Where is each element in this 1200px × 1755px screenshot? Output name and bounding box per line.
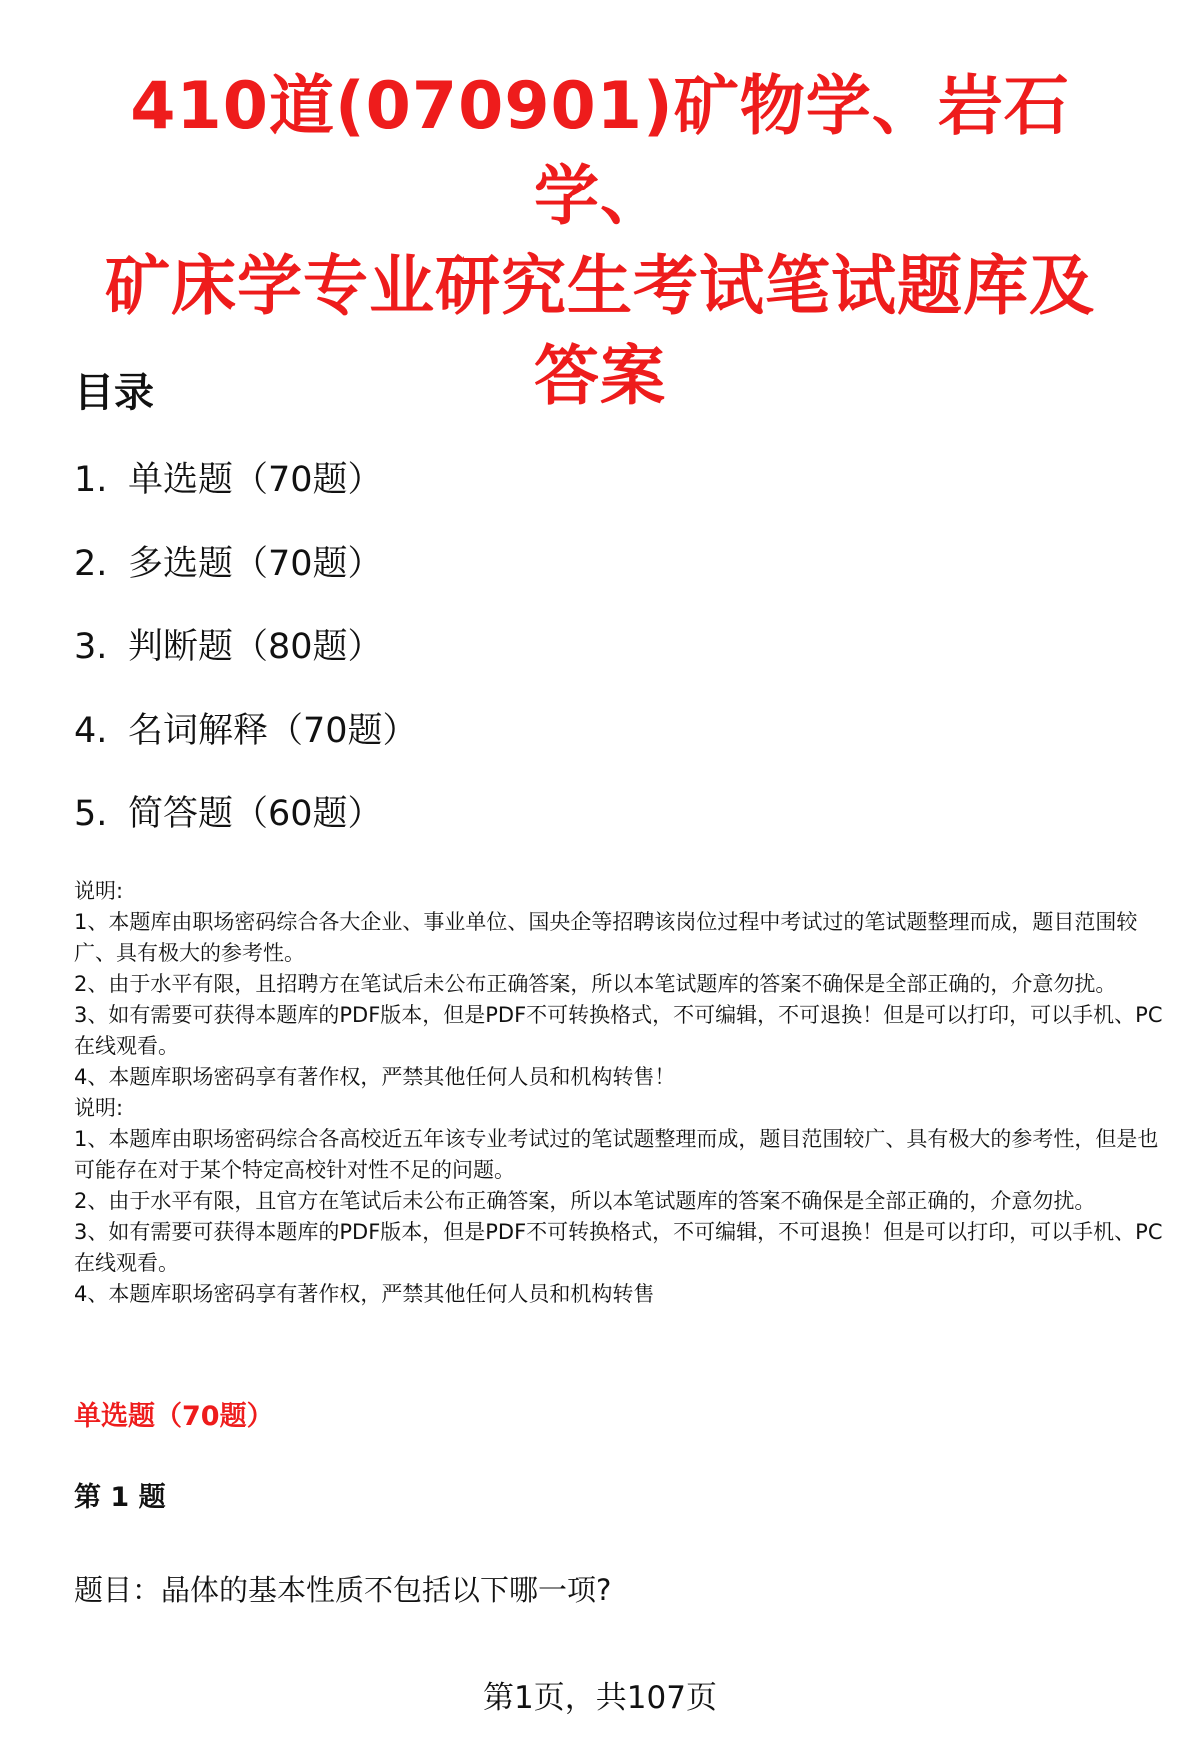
toc-item-number: 2. <box>74 543 108 584</box>
note-line: 2、由于水平有限，且招聘方在笔试后未公布正确答案，所以本笔试题库的答案不确保是全部正确的，介意勿扰。 <box>74 972 1117 996</box>
toc-list <box>74 455 418 873</box>
notes-heading: 说明: <box>74 1096 124 1120</box>
title-line-3: 答案 <box>533 339 666 414</box>
notes-block <box>74 876 1164 1310</box>
note-line: 1、本题库由职场密码综合各高校近五年该专业考试过的笔试题整理而成，题目范围较广、具有极大的参考性，但是也可能存在对于某个特定高校针对性不足的问题。 <box>74 1127 1159 1182</box>
toc-item-true-false[interactable] <box>74 622 418 706</box>
note-line: 4、本题库职场密码享有著作权，严禁其他任何人员和机构转售！ <box>74 1065 676 1089</box>
toc-item-label: 判断题（80题） <box>128 627 383 667</box>
toc-item-short-answer[interactable] <box>74 789 418 873</box>
title-line-1: 410道(070901)矿物学、岩石学、 <box>130 69 1070 234</box>
note-line: 3、如有需要可获得本题库的PDF版本，但是PDF不可转换格式，不可编辑，不可退换！但是可以打印，可以手机、PC在线观看。 <box>74 1003 1163 1058</box>
note-line: 2、由于水平有限，且官方在笔试后未公布正确答案，所以本笔试题库的答案不确保是全部正确的，介意勿扰。 <box>74 1189 1096 1213</box>
toc-heading: 目录 <box>74 370 154 416</box>
toc-item-label: 单选题（70题） <box>128 460 383 500</box>
question-text: 题目：晶体的基本性质不包括以下哪一项? <box>74 1573 612 1607</box>
section-heading: 单选题（70题） <box>74 1401 274 1432</box>
document-title <box>70 62 1130 422</box>
toc-item-label: 多选题（70题） <box>128 543 383 584</box>
question-number: 第 1 题 <box>74 1482 166 1513</box>
note-line: 4、本题库职场密码享有著作权，严禁其他任何人员和机构转售 <box>74 1282 655 1306</box>
toc-item-number: 3. <box>74 627 108 667</box>
toc-item-term-definitions[interactable] <box>74 706 418 790</box>
toc-item-label: 名词解释（70题） <box>128 710 418 751</box>
title-line-2: 矿床学专业研究生考试笔试题库及 <box>104 249 1095 324</box>
notes-heading: 说明: <box>74 879 124 903</box>
note-line: 3、如有需要可获得本题库的PDF版本，但是PDF不可转换格式，不可编辑，不可退换！但是可以打印，可以手机、PC在线观看。 <box>74 1220 1163 1275</box>
toc-item-number: 1. <box>74 460 108 500</box>
toc-item-number: 5. <box>74 794 108 834</box>
toc-item-single-choice[interactable] <box>74 455 418 539</box>
toc-item-label: 简答题（60题） <box>128 794 383 834</box>
page-number-footer: 第1页，共107页 <box>483 1680 717 1716</box>
note-line: 1、本题库由职场密码综合各大企业、事业单位、国央企等招聘该岗位过程中考试过的笔试题整理而成，题目范围较广、具有极大的参考性。 <box>74 910 1138 965</box>
toc-item-number: 4. <box>74 710 108 751</box>
toc-item-multiple-choice[interactable] <box>74 539 418 623</box>
